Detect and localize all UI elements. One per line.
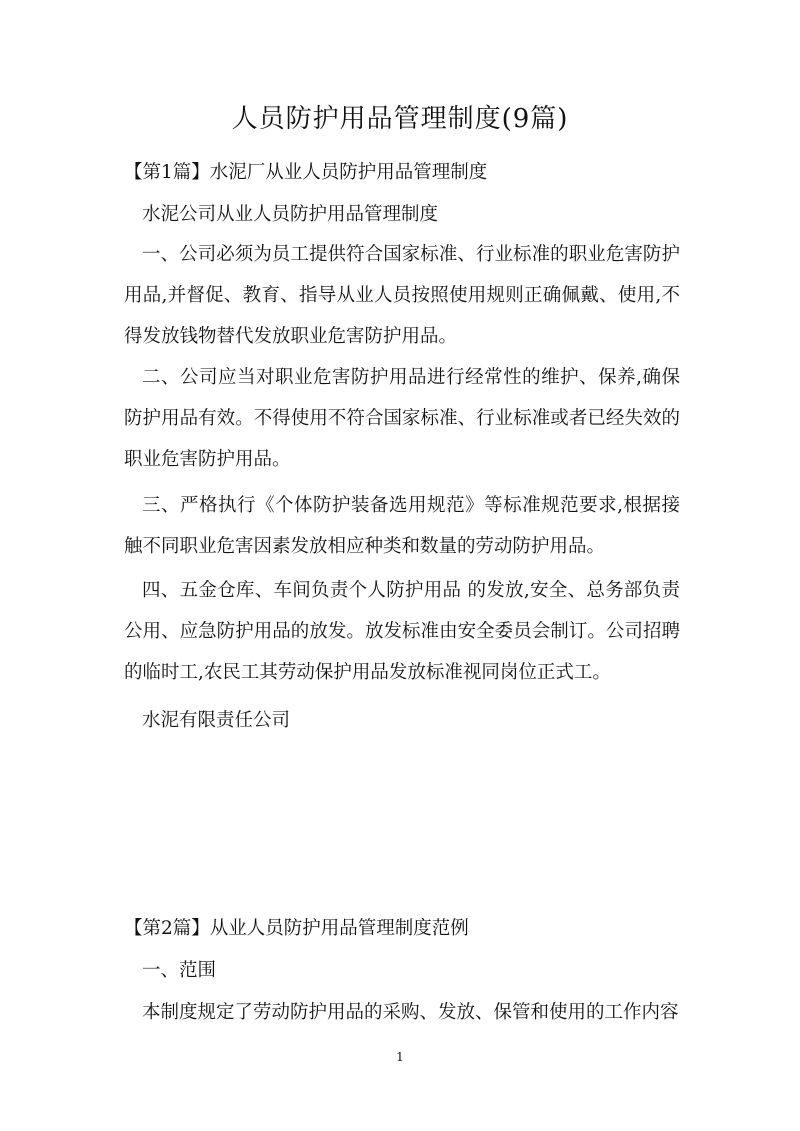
page-number: 1 <box>396 1050 404 1064</box>
article-1-paragraph-2: 二、公司应当对职业危害防护用品进行经常性的维护、保养,确保防护用品有效。不得使用不符合国家标准、行业标准或者已经失效的职业危害防护用品。 <box>124 367 680 470</box>
article-2-paragraph-1: 本制度规定了劳动防护用品的采购、发放、保管和使用的工作内容 <box>142 1002 679 1023</box>
article-2-heading: 【第2篇】从业人员防护用品管理制度范例 <box>124 918 469 939</box>
article-1-subtitle: 水泥公司从业人员防护用品管理制度 <box>142 204 439 225</box>
article-1-heading: 【第1篇】水泥厂从业人员防护用品管理制度 <box>124 162 488 183</box>
document-title: 人员防护用品管理制度(9篇) <box>231 104 569 134</box>
article-1-paragraph-4: 四、五金仓库、车间负责个人防护用品 的发放,安全、总务部负责公用、应急防护用品的放发。放发标准由安全委员会制订。公司招聘的临时工,农民工其劳动保护用品发放标准视同岗位正式工。 <box>124 580 680 683</box>
article-2-section-heading: 一、范围 <box>142 960 217 981</box>
article-1-paragraph-1: 一、公司必须为员工提供符合国家标准、行业标准的职业危害防护用品,并督促、教育、指导从业人员按照使用规则正确佩戴、使用,不得发放钱物替代发放职业危害防护用品。 <box>124 244 680 347</box>
article-1-signature: 水泥有限责任公司 <box>142 710 291 731</box>
article-1-paragraph-3: 三、严格执行《个体防护装备选用规范》等标准规范要求,根据接触不同职业危害因素发放相应种类和数量的劳动防护用品。 <box>124 495 680 557</box>
